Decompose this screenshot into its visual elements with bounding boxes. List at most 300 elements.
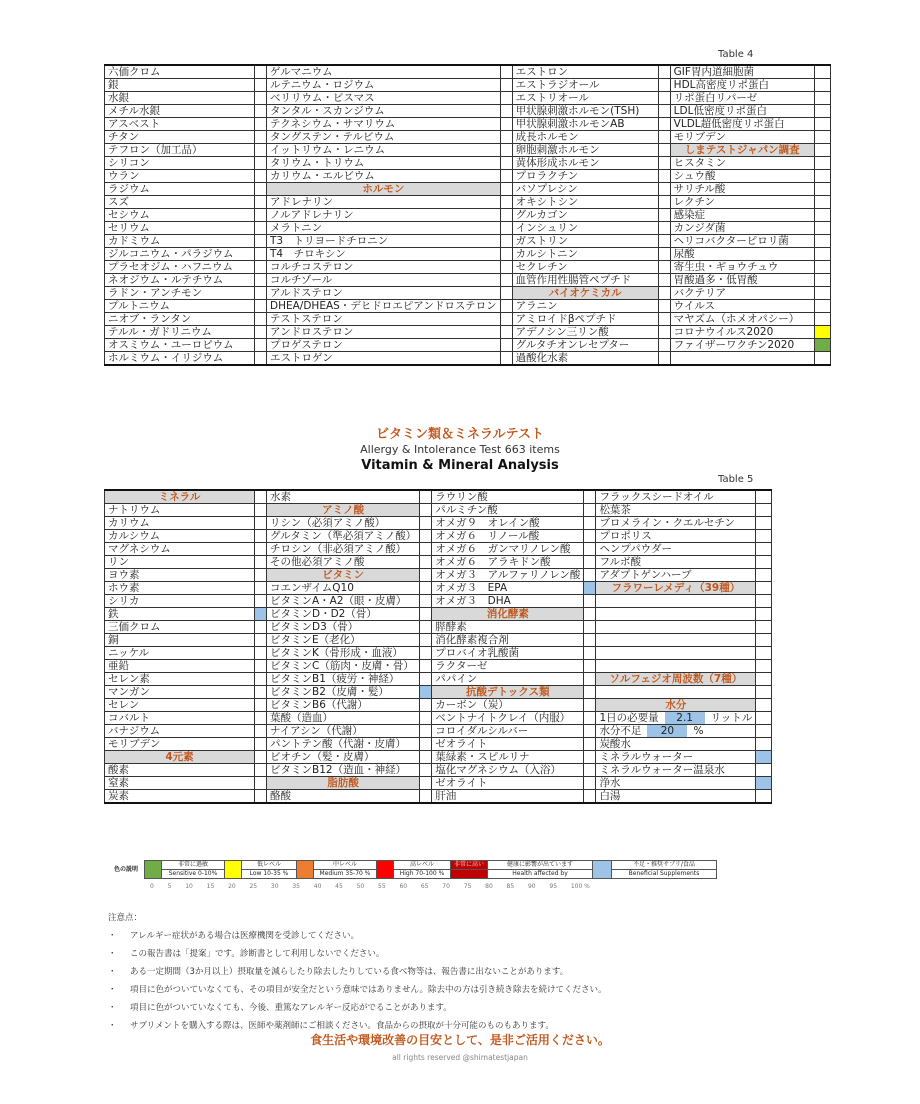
table-cell: 六価クロム: [105, 65, 255, 79]
water-percent-value: 20: [647, 725, 687, 737]
status-cell: [584, 686, 596, 699]
bullet: ・: [108, 1021, 117, 1031]
status-cell: [584, 751, 596, 764]
status-cell: [255, 712, 267, 725]
water-amount-value: 2.1: [665, 712, 705, 724]
scale-tick: 65: [420, 883, 429, 890]
status-cell: [500, 300, 512, 313]
table-row: [105, 131, 831, 144]
status-cell: [255, 490, 267, 504]
status-cell: [658, 274, 670, 287]
table-cell: リン: [105, 556, 255, 569]
table-row: [105, 222, 831, 235]
table-row: [105, 118, 831, 131]
table-cell: オメガ６ アラキドン酸: [432, 556, 584, 569]
table-row: [105, 274, 831, 287]
status-cell: [420, 569, 432, 582]
table-cell: 寄生虫・ギョウチュウ: [670, 261, 814, 274]
status-cell: [420, 751, 432, 764]
status-cell: [420, 634, 432, 647]
table-cell: セクレチン: [512, 261, 658, 274]
status-cell: [814, 196, 830, 209]
status-cell: [255, 764, 267, 777]
table-cell: 松葉茶: [596, 504, 756, 517]
table-cell: ミネラルウォーター温泉水: [596, 764, 756, 777]
table-cell: オキシトシン: [512, 196, 658, 209]
status-cell: [584, 647, 596, 660]
table-cell: カンジダ菌: [670, 222, 814, 235]
table-cell: インシュリン: [512, 222, 658, 235]
table-row: [105, 79, 831, 92]
status-cell: [584, 738, 596, 751]
table-cell: GIF胃内道細胞菌: [670, 65, 814, 79]
status-cell: [658, 261, 670, 274]
table-cell: T4 チロキシン: [267, 248, 501, 261]
status-cell: [255, 660, 267, 673]
table-cell: ベントナイトクレイ（内服）: [432, 712, 584, 725]
status-cell: [658, 183, 670, 196]
category-header: ビタミン: [267, 569, 420, 582]
table-cell: ナイアシン（代謝）: [267, 725, 420, 738]
table-cell: ウラン: [105, 170, 255, 183]
table-cell: ベリリウム・ビスマス: [267, 92, 501, 105]
table-cell-text: 水分不足: [599, 725, 642, 737]
status-cell: [584, 712, 596, 725]
status-cell: [255, 582, 267, 595]
table-cell: DHEA/DHEAS・デヒドロエピアンドロステロン: [267, 300, 501, 313]
table-row: [105, 248, 831, 261]
table-cell: ホウ素: [105, 582, 255, 595]
table-cell: 白湯: [596, 790, 756, 804]
table-cell: 三価クロム: [105, 621, 255, 634]
table-cell: ホルミウム・イリジウム: [105, 352, 255, 366]
category-header: ソルフェジオ周波数（7種）: [596, 673, 756, 686]
table-cell: [596, 725, 756, 738]
status-cell: [658, 339, 670, 352]
status-cell: [584, 530, 596, 543]
status-cell: [255, 517, 267, 530]
table-cell: アデノシン三リン酸: [512, 326, 658, 339]
status-cell: [500, 235, 512, 248]
table-row: [105, 287, 831, 300]
table-cell: 亜鉛: [105, 660, 255, 673]
table-cell: フラックスシードオイル: [596, 490, 756, 504]
table-cell: ヨウ素: [105, 569, 255, 582]
table-cell: カリウム: [105, 517, 255, 530]
table-cell: 窒素: [105, 777, 255, 790]
status-cell: [814, 209, 830, 222]
table-cell: [596, 686, 756, 699]
legend-bottom: Low 10-35 %: [242, 870, 297, 879]
status-cell: [500, 248, 512, 261]
table-cell: ヒスタミン: [670, 157, 814, 170]
status-cell: [756, 569, 772, 582]
table-cell: VLDL超低密度リポ蛋白: [670, 118, 814, 131]
status-cell: [814, 352, 830, 366]
table-row: [105, 490, 772, 504]
table-cell: アスベスト: [105, 118, 255, 131]
status-cell: [255, 543, 267, 556]
table-cell: ガストリン: [512, 235, 658, 248]
table-row: [105, 660, 772, 673]
table-cell: ゼオライト: [432, 777, 584, 790]
status-cell: [255, 209, 267, 222]
note-item: [108, 927, 607, 945]
status-cell: [814, 235, 830, 248]
category-header: 4元素: [105, 751, 255, 764]
table-cell: ファイザーワクチン2020: [670, 339, 814, 352]
status-cell: [255, 339, 267, 352]
table-cell: ビタミンB12（造血・神経）: [267, 764, 420, 777]
table-row: [105, 517, 772, 530]
status-cell: [756, 530, 772, 543]
status-cell: [420, 621, 432, 634]
table-cell: LDL低密度リポ蛋白: [670, 105, 814, 118]
status-cell: [756, 673, 772, 686]
table-cell: 炭素: [105, 790, 255, 804]
status-cell: [814, 248, 830, 261]
table-cell: リシン（必須アミノ酸）: [267, 517, 420, 530]
status-cell: [584, 490, 596, 504]
status-cell: [584, 660, 596, 673]
scale-tick: 25: [249, 883, 258, 890]
status-cell: [255, 595, 267, 608]
table-row: [105, 235, 831, 248]
bullet: ・: [108, 949, 117, 959]
status-cell: [255, 608, 267, 621]
status-cell: [500, 183, 512, 196]
table-cell: ラジウム: [105, 183, 255, 196]
table-cell: モリブデン: [670, 131, 814, 144]
status-cell: [420, 764, 432, 777]
bullet: ・: [108, 1003, 117, 1013]
table-cell: ビタミンC（筋肉・皮膚・骨）: [267, 660, 420, 673]
table-cell: オメガ６ ガンマリノレン酸: [432, 543, 584, 556]
status-cell: [658, 92, 670, 105]
status-cell: [255, 634, 267, 647]
status-cell: [420, 660, 432, 673]
table-row: [105, 183, 831, 196]
status-cell: [584, 582, 596, 595]
table-cell: セシウム: [105, 209, 255, 222]
table-cell: 水銀: [105, 92, 255, 105]
scale-tick: 75: [463, 883, 472, 890]
table-row: [105, 738, 772, 751]
status-cell: [255, 352, 267, 366]
table-cell: ビタミンD・D2（骨）: [267, 608, 420, 621]
notes-section: [108, 909, 607, 1031]
status-cell: [255, 777, 267, 790]
table-cell: ノルアドレナリン: [267, 209, 501, 222]
table-cell: ミネラルウォーター: [596, 751, 756, 764]
table-cell: [596, 712, 756, 725]
table-row: [105, 313, 831, 326]
table-cell: ビオチン（髪・皮膚）: [267, 751, 420, 764]
table-cell: テクネシウム・サマリウム: [267, 118, 501, 131]
status-cell: [756, 582, 772, 595]
legend-top: 非常に高い: [451, 861, 488, 870]
table-cell: エストラジオール: [512, 79, 658, 92]
table-cell: プロラクチン: [512, 170, 658, 183]
legend-top: 低レベル: [242, 861, 297, 870]
table-cell: カーボン（炭）: [432, 699, 584, 712]
category-header: アミノ酸: [267, 504, 420, 517]
table-cell: コルチコステロン: [267, 261, 501, 274]
status-cell: [658, 105, 670, 118]
table-cell: 銅: [105, 634, 255, 647]
status-cell: [814, 287, 830, 300]
table-cell: エストロン: [512, 65, 658, 79]
status-cell: [756, 725, 772, 738]
table-row: [105, 209, 831, 222]
scale-tick: 10: [185, 883, 193, 890]
status-cell: [814, 131, 830, 144]
table-cell: その他必須アミノ酸: [267, 556, 420, 569]
table-cell: 銀: [105, 79, 255, 92]
legend-swatch-yellow: [225, 861, 242, 879]
status-cell: [255, 300, 267, 313]
bullet: ・: [108, 931, 117, 941]
table-row: [105, 751, 772, 764]
table-cell: ジルコニウム・パラジウム: [105, 248, 255, 261]
table4-label: Table 4: [718, 49, 754, 60]
status-cell: [584, 790, 596, 804]
table-cell: バソプレシン: [512, 183, 658, 196]
status-cell: [255, 673, 267, 686]
status-cell: [584, 569, 596, 582]
status-cell: [255, 556, 267, 569]
status-cell: [500, 222, 512, 235]
table-cell: グルタチオンレセプター: [512, 339, 658, 352]
table-row: [105, 725, 772, 738]
category-header: しまテストジャパン調査: [670, 144, 814, 157]
section-subtitle: Allergy & Intolerance Test 663 items: [360, 443, 560, 456]
table-row: [105, 339, 831, 352]
status-cell: [500, 261, 512, 274]
table-cell: アラニン: [512, 300, 658, 313]
table-cell: ウイルス: [670, 300, 814, 313]
table-cell: ラクターゼ: [432, 660, 584, 673]
status-cell: [584, 634, 596, 647]
table-cell: ビタミンE（老化）: [267, 634, 420, 647]
status-cell: [756, 764, 772, 777]
table-cell: テルル・ガドリニウム: [105, 326, 255, 339]
status-cell: [420, 777, 432, 790]
scale-tick: 50: [356, 883, 365, 890]
category-header: ミネラル: [105, 490, 255, 504]
table-row: [105, 777, 772, 790]
table-cell: 尿酸: [670, 248, 814, 261]
status-cell: [756, 660, 772, 673]
section-title-en: Vitamin & Mineral Analysis: [361, 458, 559, 473]
table-cell: グルタミン（準必須アミノ酸）: [267, 530, 420, 543]
status-cell: [500, 326, 512, 339]
table-row: [105, 196, 831, 209]
status-cell: [255, 248, 267, 261]
table-cell: カルシウム: [105, 530, 255, 543]
status-cell: [814, 105, 830, 118]
table-cell: コロイダルシルバー: [432, 725, 584, 738]
table-cell: エストリオール: [512, 92, 658, 105]
status-cell: [500, 287, 512, 300]
table-row: [105, 261, 831, 274]
table-row: [105, 92, 831, 105]
status-cell: [420, 504, 432, 517]
legend-bottom: Medium 35-70 %: [314, 870, 377, 879]
table-cell: セレン素: [105, 673, 255, 686]
status-cell: [756, 777, 772, 790]
status-cell: [814, 79, 830, 92]
table-cell: ルテニウム・ロジウム: [267, 79, 501, 92]
table-cell: マヤズム（ホメオパシー）: [670, 313, 814, 326]
table-cell: コロナウイルス2020: [670, 326, 814, 339]
status-cell: [500, 157, 512, 170]
table-cell: プロバイオ乳酸菌: [432, 647, 584, 660]
table5: [104, 489, 772, 804]
table-row: [105, 144, 831, 157]
table-cell: [596, 608, 756, 621]
category-header: 抗酸デトックス類: [432, 686, 584, 699]
table-row: [105, 608, 772, 621]
table-cell: ビタミンA・A2（眼・皮膚）: [267, 595, 420, 608]
table-row: [105, 170, 831, 183]
status-cell: [756, 790, 772, 804]
status-cell: [500, 352, 512, 366]
table-cell: モリブデン: [105, 738, 255, 751]
status-cell: [255, 751, 267, 764]
status-cell: [756, 712, 772, 725]
table-cell: タリウム・トリウム: [267, 157, 501, 170]
table-cell: メチル水銀: [105, 105, 255, 118]
table-cell: ネオジウム・ルテチウム: [105, 274, 255, 287]
status-cell: [658, 170, 670, 183]
status-cell: [420, 556, 432, 569]
table-cell: 葉緑素・スピルリナ: [432, 751, 584, 764]
table-cell: セレン: [105, 699, 255, 712]
table-cell: イットリウム・レニウム: [267, 144, 501, 157]
table-row: [105, 699, 772, 712]
table-cell: ラドン・アンチモン: [105, 287, 255, 300]
table-cell: ラウリン酸: [432, 490, 584, 504]
status-cell: [658, 313, 670, 326]
status-cell: [255, 144, 267, 157]
scale-tick: 30: [270, 883, 279, 890]
table-cell: アダプトゲンハーブ: [596, 569, 756, 582]
status-cell: [420, 790, 432, 804]
scale-tick: 55: [378, 883, 386, 890]
legend-swatch-red: [377, 861, 394, 879]
legend-top: 中レベル: [314, 861, 377, 870]
status-cell: [658, 65, 670, 79]
status-cell: [584, 777, 596, 790]
scale-tick: 60: [399, 883, 408, 890]
status-cell: [255, 196, 267, 209]
table-row: [105, 764, 772, 777]
water-unit: リットル: [710, 712, 753, 724]
status-cell: [814, 222, 830, 235]
status-cell: [814, 313, 830, 326]
status-cell: [658, 131, 670, 144]
note-text: この報告書は「提案」です。診断書として利用しないでください。: [130, 949, 385, 959]
status-cell: [420, 582, 432, 595]
section-title-jp: ビタミン類＆ミネラルテスト: [375, 427, 545, 442]
table-cell: 塩化マグネシウム（入浴）: [432, 764, 584, 777]
status-cell: [420, 595, 432, 608]
status-cell: [814, 157, 830, 170]
table-cell: メラトニン: [267, 222, 501, 235]
table-cell: 感染症: [670, 209, 814, 222]
table-cell: チタン: [105, 131, 255, 144]
table-cell: エストロゲン: [267, 352, 501, 366]
table-row: [105, 504, 772, 517]
table-cell: 成長ホルモン: [512, 131, 658, 144]
table-cell: ビタミンB6（代謝）: [267, 699, 420, 712]
status-cell: [814, 65, 830, 79]
status-cell: [584, 673, 596, 686]
table-cell: 肝油: [432, 790, 584, 804]
table-cell: ビタミンK（骨形成・血液）: [267, 647, 420, 660]
status-cell: [756, 490, 772, 504]
table-cell: T3 トリヨードチロニン: [267, 235, 501, 248]
notes-list: [108, 927, 607, 1031]
status-cell: [756, 543, 772, 556]
status-cell: [756, 621, 772, 634]
table-cell: アミロイドβペプチド: [512, 313, 658, 326]
status-cell: [420, 608, 432, 621]
table-cell: グルカゴン: [512, 209, 658, 222]
status-cell: [420, 725, 432, 738]
scale-tick: 5: [167, 883, 172, 890]
note-item: [108, 963, 607, 981]
scale-tick: 20: [228, 883, 236, 890]
status-cell: [255, 274, 267, 287]
category-header: ホルモン: [267, 183, 501, 196]
table-cell: サリチル酸: [670, 183, 814, 196]
status-cell: [255, 647, 267, 660]
status-cell: [500, 79, 512, 92]
status-cell: [255, 183, 267, 196]
table-row: [105, 543, 772, 556]
table-cell: 甲状腺刺激ホルモンAB: [512, 118, 658, 131]
table-cell: 消化酵素複合剤: [432, 634, 584, 647]
status-cell: [255, 725, 267, 738]
status-cell: [255, 699, 267, 712]
status-cell: [255, 170, 267, 183]
status-cell: [658, 157, 670, 170]
status-cell: [756, 686, 772, 699]
legend-top: 高レベル: [394, 861, 451, 870]
table-cell: 胃酸過多・低胃酸: [670, 274, 814, 287]
note-item: [108, 981, 607, 999]
table-cell: 血管作用性腸管ペプチド: [512, 274, 658, 287]
table-row: [105, 157, 831, 170]
status-cell: [658, 222, 670, 235]
table-cell: 卵胞刺激ホルモン: [512, 144, 658, 157]
table-cell: マグネシウム: [105, 543, 255, 556]
status-cell: [255, 235, 267, 248]
table-cell: 過酸化水素: [512, 352, 658, 366]
scale-tick: 0: [150, 883, 154, 890]
status-cell: [584, 556, 596, 569]
table-cell-text: 1日の必要量: [599, 712, 659, 724]
table-cell: オメガ６ リノール酸: [432, 530, 584, 543]
category-header: フラワーレメディ（39種）: [596, 582, 756, 595]
table-cell: パントテン酸（代謝・皮膚）: [267, 738, 420, 751]
status-cell: [658, 287, 670, 300]
status-cell: [658, 300, 670, 313]
legend-bottom: [451, 870, 488, 879]
table-cell: オメガ９ オレイン酸: [432, 517, 584, 530]
